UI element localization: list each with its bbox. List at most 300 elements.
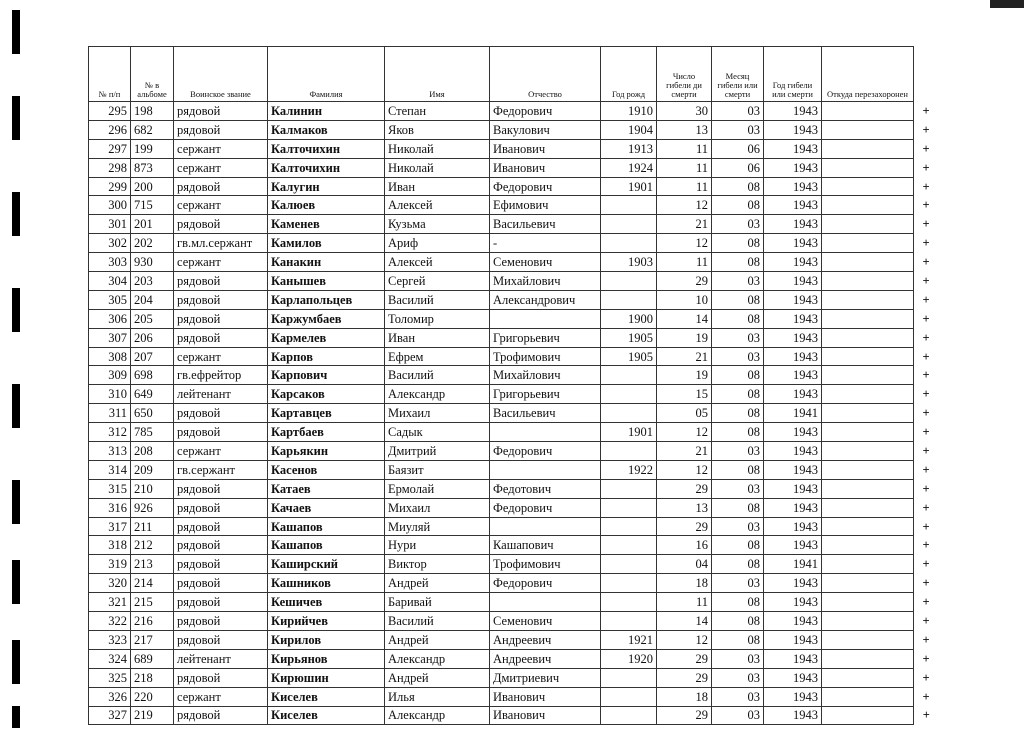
reburial-origin-cell [822,442,914,461]
death-year-cell: 1943 [764,668,822,687]
reburial-origin-cell [822,196,914,215]
reburial-origin-cell [822,139,914,158]
rank-cell: рядовой [174,574,268,593]
death-month-cell: 03 [712,706,764,725]
birth-year-cell: 1922 [601,460,657,479]
check-mark-cell: + [922,292,930,307]
rank-cell: лейтенант [174,649,268,668]
birth-year-cell: 1900 [601,309,657,328]
check-mark-cell: + [922,160,930,175]
reburial-origin-cell [822,385,914,404]
rank-cell: сержант [174,158,268,177]
record-number-cell: 298 [89,158,131,177]
header-death-day [657,47,712,102]
birth-year-cell [601,442,657,461]
table-row [89,139,939,158]
table-row [89,309,939,328]
patronymic-cell: Иванович [490,687,601,706]
patronymic-cell: Иванович [490,158,601,177]
patronymic-cell: Андреевич [490,649,601,668]
surname-cell: Касенов [268,460,385,479]
check-mark-cell: + [922,141,930,156]
patronymic-cell: Григорьевич [490,385,601,404]
table-row [89,536,939,555]
surname-cell: Карпов [268,347,385,366]
death-day-cell: 10 [657,290,712,309]
death-year-cell: 1943 [764,687,822,706]
surname-cell: Кирийчев [268,612,385,631]
record-number-cell: 301 [89,215,131,234]
album-number-cell: 649 [131,385,174,404]
table-row [89,687,939,706]
rank-cell: рядовой [174,498,268,517]
check-mark-cell: + [922,500,930,515]
patronymic-cell [490,423,601,442]
table-row [89,366,939,385]
scan-bar [12,384,20,428]
birth-year-cell [601,574,657,593]
death-day-cell: 21 [657,347,712,366]
death-year-cell: 1943 [764,498,822,517]
check-mark-cell: + [922,481,930,496]
record-number-cell: 299 [89,177,131,196]
death-month-cell: 03 [712,102,764,121]
birth-year-cell [601,290,657,309]
first-name-cell: Андрей [385,574,490,593]
album-number-cell: 930 [131,253,174,272]
death-day-cell: 12 [657,196,712,215]
table-row [89,158,939,177]
rank-cell: сержант [174,253,268,272]
record-number-cell: 310 [89,385,131,404]
birth-year-cell [601,479,657,498]
first-name-cell: Яков [385,120,490,139]
burial-registry-table [88,46,939,725]
record-number-cell: 307 [89,328,131,347]
death-day-cell: 14 [657,612,712,631]
record-number-cell: 311 [89,404,131,423]
rank-cell: рядовой [174,120,268,139]
patronymic-cell: - [490,234,601,253]
scan-bar [12,706,20,728]
rank-cell: сержант [174,442,268,461]
first-name-cell: Василий [385,366,490,385]
album-number-cell: 220 [131,687,174,706]
first-name-cell: Сергей [385,272,490,291]
rank-cell: рядовой [174,555,268,574]
death-month-cell: 08 [712,460,764,479]
death-year-cell: 1941 [764,404,822,423]
death-year-cell: 1943 [764,196,822,215]
patronymic-cell: Трофимович [490,555,601,574]
record-number-cell: 325 [89,668,131,687]
death-month-cell: 08 [712,290,764,309]
birth-year-cell: 1910 [601,102,657,121]
patronymic-cell: Семенович [490,612,601,631]
record-number-cell: 314 [89,460,131,479]
death-year-cell: 1941 [764,555,822,574]
album-number-cell: 215 [131,593,174,612]
death-month-cell: 08 [712,555,764,574]
reburial-origin-cell [822,234,914,253]
first-name-cell: Александр [385,649,490,668]
album-number-cell: 200 [131,177,174,196]
album-number-cell: 216 [131,612,174,631]
patronymic-cell: Михайлович [490,272,601,291]
first-name-cell: Андрей [385,668,490,687]
check-mark-cell: + [922,651,930,666]
death-month-cell: 03 [712,668,764,687]
death-year-cell: 1943 [764,706,822,725]
check-mark-cell: + [922,595,930,610]
record-number-cell: 306 [89,309,131,328]
patronymic-cell: Васильевич [490,215,601,234]
death-month-cell: 03 [712,215,764,234]
patronymic-cell [490,593,601,612]
reburial-origin-cell [822,706,914,725]
first-name-cell: Степан [385,102,490,121]
check-mark-cell: + [922,217,930,232]
reburial-origin-cell [822,536,914,555]
record-number-cell: 297 [89,139,131,158]
check-mark-cell: + [922,349,930,364]
check-mark-cell: + [922,462,930,477]
scan-bar [12,480,20,524]
album-number-cell: 210 [131,479,174,498]
death-day-cell: 14 [657,309,712,328]
album-number-cell: 873 [131,158,174,177]
record-number-cell: 305 [89,290,131,309]
reburial-origin-cell [822,555,914,574]
first-name-cell: Баязит [385,460,490,479]
record-number-cell: 317 [89,517,131,536]
table-row [89,196,939,215]
reburial-origin-cell [822,120,914,139]
header-death-month [712,47,764,102]
death-day-cell: 13 [657,498,712,517]
death-day-cell: 11 [657,593,712,612]
album-number-cell: 211 [131,517,174,536]
check-mark-cell: + [922,330,930,345]
patronymic-cell: Федорович [490,498,601,517]
record-number-cell: 296 [89,120,131,139]
surname-cell: Калточихин [268,139,385,158]
reburial-origin-cell [822,498,914,517]
album-number-cell: 650 [131,404,174,423]
rank-cell: рядовой [174,215,268,234]
death-year-cell: 1943 [764,366,822,385]
first-name-cell: Василий [385,290,490,309]
scan-bar [12,10,20,54]
table-row [89,290,939,309]
birth-year-cell: 1901 [601,177,657,196]
album-number-cell: 926 [131,498,174,517]
death-year-cell: 1943 [764,630,822,649]
death-month-cell: 08 [712,404,764,423]
table-row [89,347,939,366]
table-row [89,612,939,631]
death-year-cell: 1943 [764,272,822,291]
album-number-cell: 689 [131,649,174,668]
surname-cell: Киселев [268,687,385,706]
death-day-cell: 12 [657,630,712,649]
surname-cell: Канышев [268,272,385,291]
header-death-day-label: Число гибели ди смерти [666,71,702,99]
birth-year-cell: 1905 [601,347,657,366]
first-name-cell: Алексей [385,253,490,272]
reburial-origin-cell [822,649,914,668]
death-year-cell: 1943 [764,290,822,309]
first-name-cell: Дмитрий [385,442,490,461]
surname-cell: Качаев [268,498,385,517]
reburial-origin-cell [822,630,914,649]
header-death-year [764,47,822,102]
check-mark-cell: + [922,122,930,137]
patronymic-cell: Иванович [490,706,601,725]
rank-cell: рядовой [174,479,268,498]
check-mark-cell: + [922,425,930,440]
death-day-cell: 11 [657,139,712,158]
death-month-cell: 08 [712,423,764,442]
check-mark-cell: + [922,255,930,270]
header-origin-label: Откуда перезахоронен [827,89,908,99]
record-number-cell: 326 [89,687,131,706]
patronymic-cell: Федорович [490,102,601,121]
rank-cell: рядовой [174,536,268,555]
surname-cell: Калюев [268,196,385,215]
header-origin [822,47,914,102]
death-month-cell: 08 [712,196,764,215]
birth-year-cell: 1920 [601,649,657,668]
death-month-cell: 08 [712,309,764,328]
patronymic-cell: Ефимович [490,196,601,215]
first-name-cell: Михаил [385,498,490,517]
first-name-cell: Ефрем [385,347,490,366]
album-number-cell: 217 [131,630,174,649]
death-month-cell: 08 [712,593,764,612]
scan-bar [12,96,20,140]
patronymic-cell: Михайлович [490,366,601,385]
patronymic-cell: Федотович [490,479,601,498]
reburial-origin-cell [822,102,914,121]
scan-bar [12,640,20,684]
first-name-cell: Баривай [385,593,490,612]
death-day-cell: 11 [657,253,712,272]
death-year-cell: 1943 [764,574,822,593]
death-year-cell: 1943 [764,158,822,177]
table-row [89,253,939,272]
table-row [89,423,939,442]
death-month-cell: 08 [712,177,764,196]
first-name-cell: Толомир [385,309,490,328]
surname-cell: Каменев [268,215,385,234]
reburial-origin-cell [822,668,914,687]
table-row [89,328,939,347]
patronymic-cell [490,309,601,328]
birth-year-cell [601,555,657,574]
surname-cell: Каржумбаев [268,309,385,328]
header-death-year-label: Год гибели или смерти [772,80,813,99]
death-month-cell: 08 [712,253,764,272]
birth-year-cell [601,706,657,725]
header-row [89,47,939,102]
first-name-cell: Нури [385,536,490,555]
death-month-cell: 08 [712,498,764,517]
table-row [89,630,939,649]
rank-cell: рядовой [174,290,268,309]
record-number-cell: 322 [89,612,131,631]
check-mark-cell: + [922,103,930,118]
record-number-cell: 318 [89,536,131,555]
scan-bar [12,560,20,604]
first-name-cell: Миуляй [385,517,490,536]
check-mark-cell: + [922,519,930,534]
death-month-cell: 03 [712,479,764,498]
death-day-cell: 21 [657,442,712,461]
record-number-cell: 320 [89,574,131,593]
check-mark-cell: + [922,311,930,326]
record-number-cell: 327 [89,706,131,725]
birth-year-cell [601,593,657,612]
surname-cell: Киселев [268,706,385,725]
death-day-cell: 11 [657,158,712,177]
patronymic-cell: Вакулович [490,120,601,139]
table-row [89,272,939,291]
scan-bar [12,288,20,332]
death-year-cell: 1943 [764,649,822,668]
surname-cell: Канакин [268,253,385,272]
rank-cell: рядовой [174,272,268,291]
surname-cell: Кашапов [268,517,385,536]
album-number-cell: 214 [131,574,174,593]
album-number-cell: 208 [131,442,174,461]
death-year-cell: 1943 [764,328,822,347]
reburial-origin-cell [822,687,914,706]
record-number-cell: 302 [89,234,131,253]
first-name-cell: Садык [385,423,490,442]
patronymic-cell: Федорович [490,177,601,196]
table-row [89,668,939,687]
rank-cell: рядовой [174,404,268,423]
death-year-cell: 1943 [764,234,822,253]
album-number-cell: 202 [131,234,174,253]
album-number-cell: 212 [131,536,174,555]
birth-year-cell [601,366,657,385]
table-row [89,555,939,574]
death-month-cell: 06 [712,158,764,177]
death-year-cell: 1943 [764,612,822,631]
check-mark-cell: + [922,273,930,288]
patronymic-cell: Андреевич [490,630,601,649]
death-year-cell: 1943 [764,309,822,328]
first-name-cell: Николай [385,139,490,158]
rank-cell: рядовой [174,706,268,725]
patronymic-cell: Федорович [490,574,601,593]
birth-year-cell [601,196,657,215]
scan-corner-mark [990,0,1024,8]
rank-cell: гв.мл.сержант [174,234,268,253]
birth-year-cell: 1903 [601,253,657,272]
reburial-origin-cell [822,215,914,234]
first-name-cell: Алексей [385,196,490,215]
check-mark-cell: + [922,557,930,572]
death-month-cell: 03 [712,272,764,291]
patronymic-cell: Трофимович [490,347,601,366]
check-mark-cell: + [922,613,930,628]
reburial-origin-cell [822,479,914,498]
death-month-cell: 08 [712,366,764,385]
surname-cell: Кирилов [268,630,385,649]
surname-cell: Кашапов [268,536,385,555]
death-day-cell: 13 [657,120,712,139]
death-year-cell: 1943 [764,385,822,404]
first-name-cell: Андрей [385,630,490,649]
rank-cell: лейтенант [174,385,268,404]
rank-cell: сержант [174,347,268,366]
record-number-cell: 323 [89,630,131,649]
record-number-cell: 315 [89,479,131,498]
surname-cell: Калугин [268,177,385,196]
rank-cell: сержант [174,196,268,215]
death-day-cell: 29 [657,272,712,291]
death-year-cell: 1943 [764,517,822,536]
birth-year-cell: 1921 [601,630,657,649]
surname-cell: Кирьянов [268,649,385,668]
header-surname: Фамилия [268,47,385,102]
album-number-cell: 213 [131,555,174,574]
birth-year-cell: 1924 [601,158,657,177]
death-day-cell: 18 [657,687,712,706]
header-birth: Год рожд [601,47,657,102]
death-year-cell: 1943 [764,479,822,498]
album-number-cell: 715 [131,196,174,215]
surname-cell: Карсаков [268,385,385,404]
surname-cell: Карпович [268,366,385,385]
birth-year-cell [601,234,657,253]
death-day-cell: 11 [657,177,712,196]
check-mark-cell: + [922,387,930,402]
death-day-cell: 29 [657,479,712,498]
birth-year-cell [601,536,657,555]
patronymic-cell: Дмитриевич [490,668,601,687]
death-day-cell: 29 [657,649,712,668]
scan-bar [12,192,20,236]
table-row [89,706,939,725]
death-day-cell: 12 [657,460,712,479]
header-patronymic: Отчество [490,47,601,102]
death-month-cell: 08 [712,612,764,631]
album-number-cell: 219 [131,706,174,725]
header-album [131,47,174,102]
reburial-origin-cell [822,158,914,177]
check-mark-cell: + [922,576,930,591]
check-mark-cell: + [922,708,930,723]
death-month-cell: 03 [712,442,764,461]
check-mark-cell: + [922,198,930,213]
first-name-cell: Иван [385,328,490,347]
first-name-cell: Александр [385,385,490,404]
album-number-cell: 698 [131,366,174,385]
birth-year-cell: 1905 [601,328,657,347]
header-name: Имя [385,47,490,102]
death-month-cell: 08 [712,536,764,555]
death-year-cell: 1943 [764,536,822,555]
rank-cell: рядовой [174,423,268,442]
birth-year-cell [601,498,657,517]
rank-cell: рядовой [174,309,268,328]
death-day-cell: 19 [657,328,712,347]
birth-year-cell [601,272,657,291]
